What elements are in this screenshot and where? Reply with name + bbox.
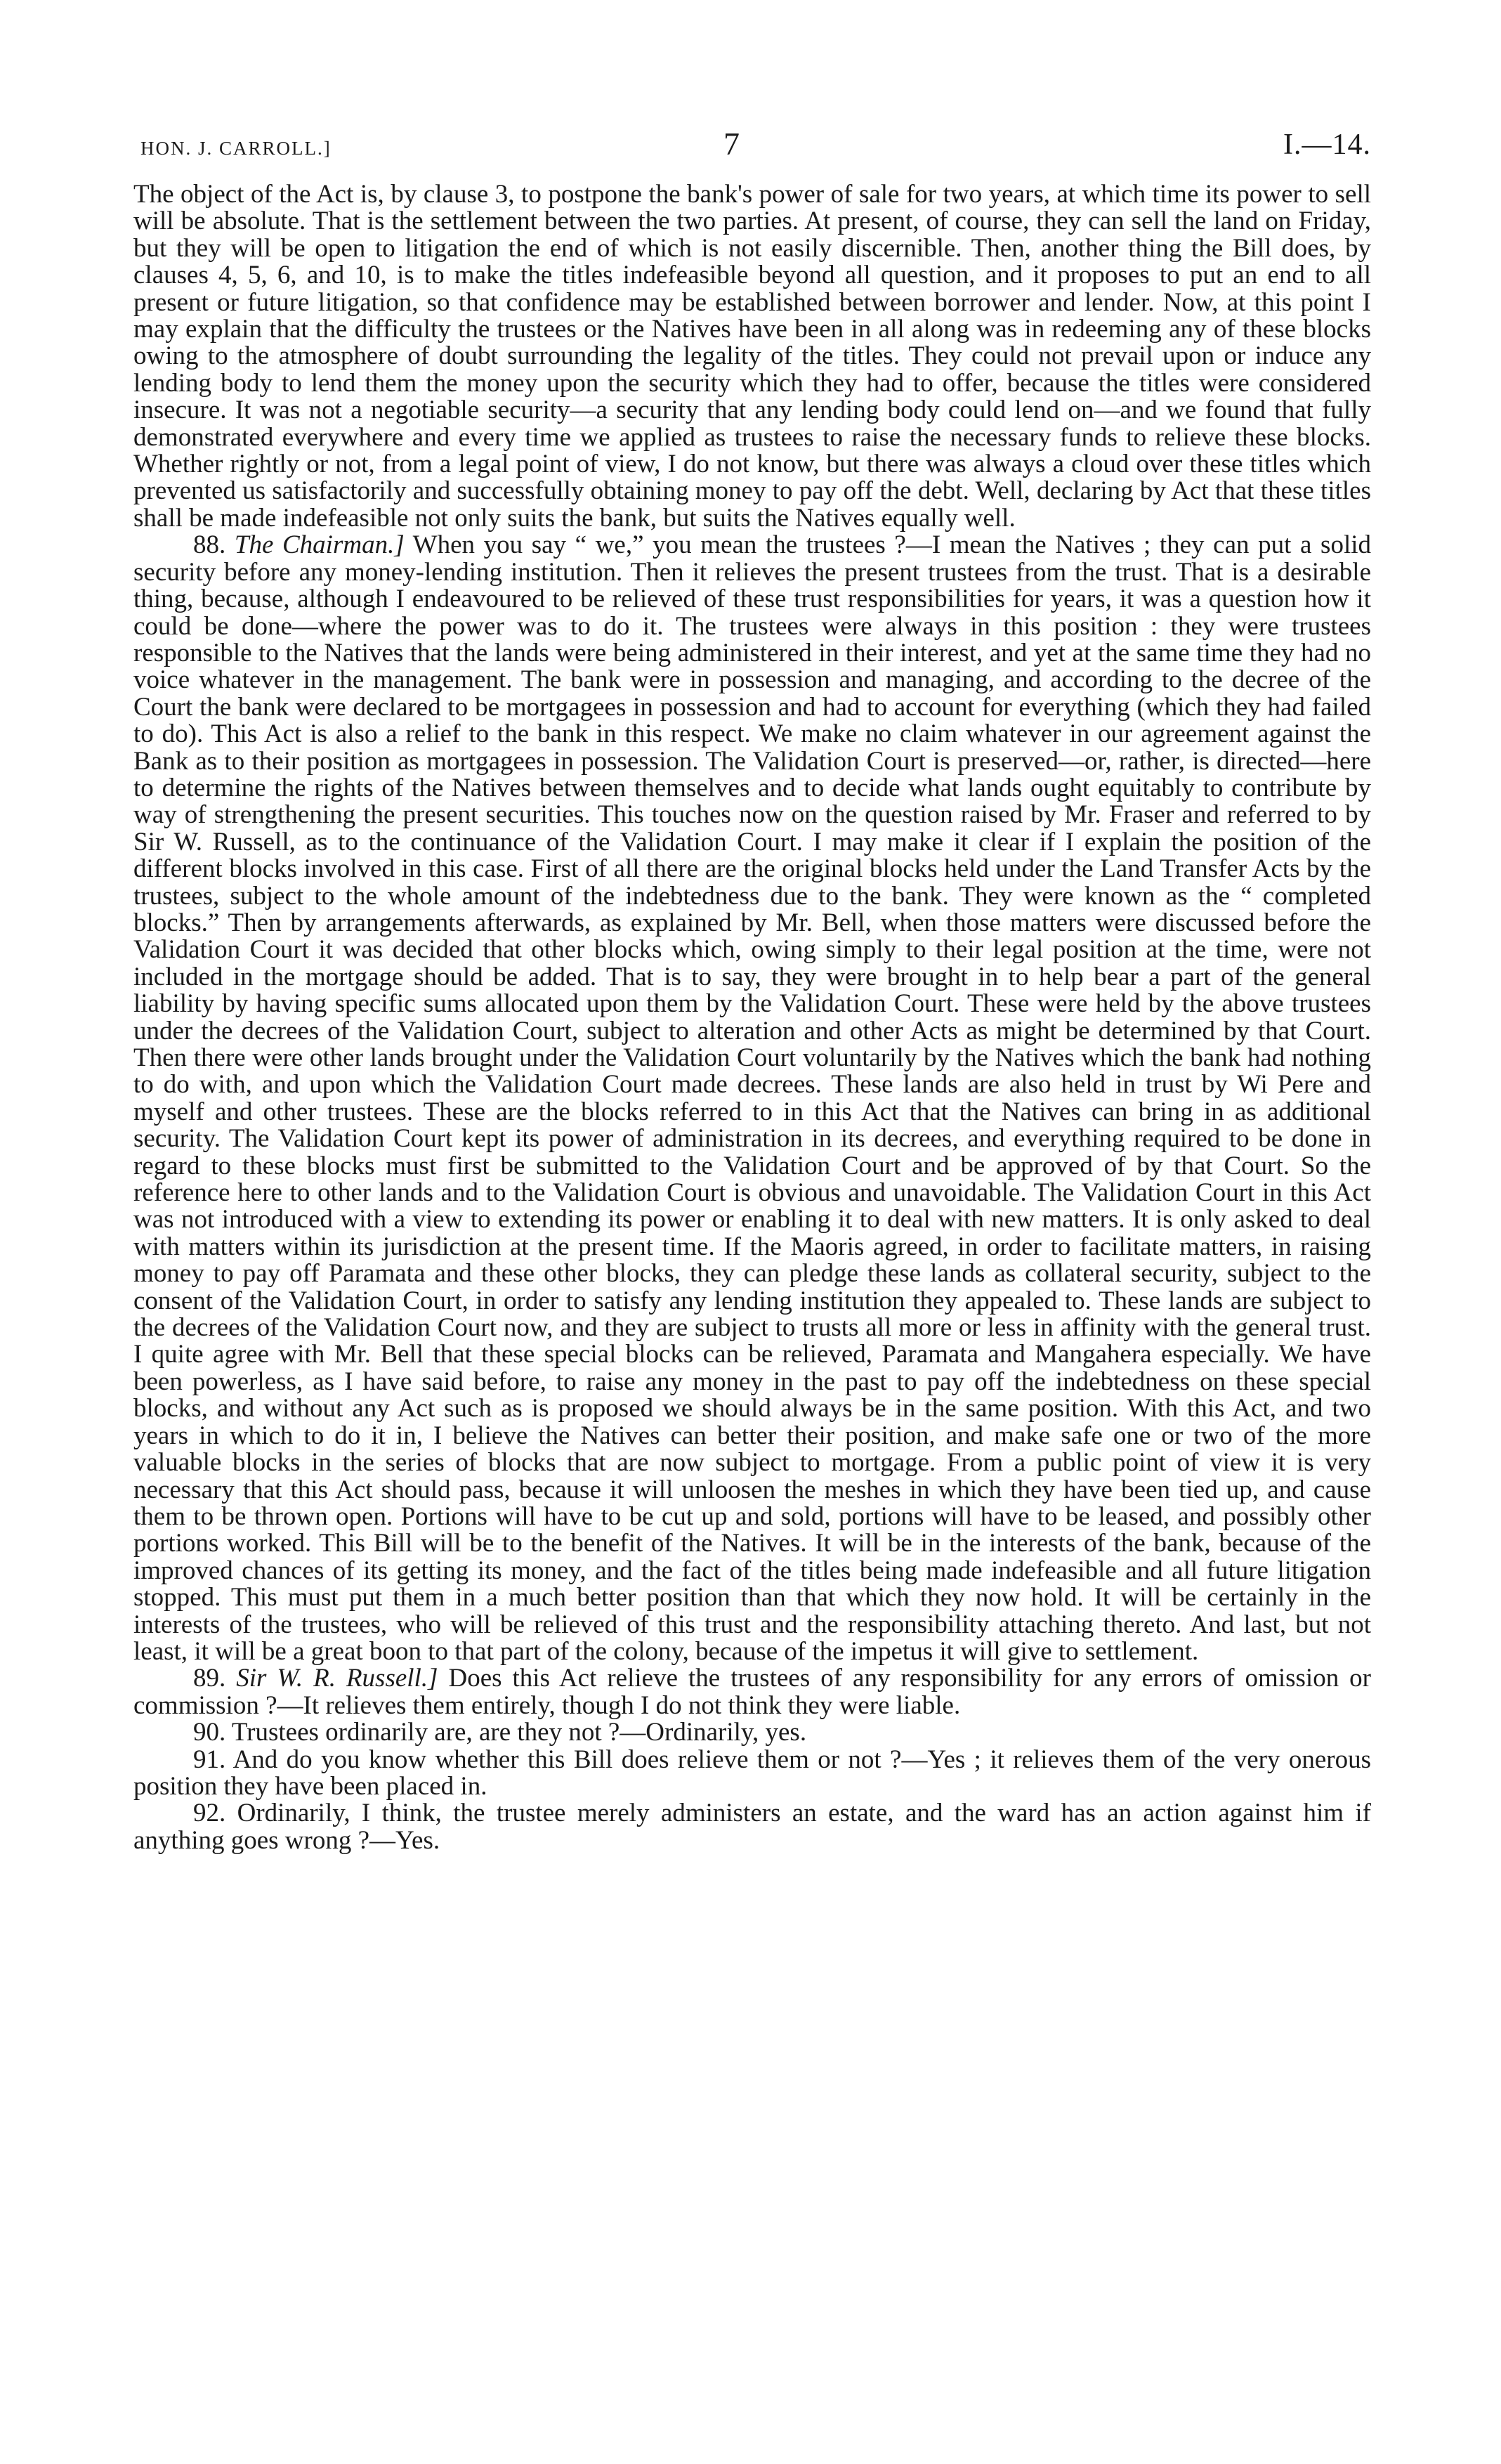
question-text: When you say “ we,” you mean the trustees ?—I mean the Natives ; they can put a solid security before any money-lending institution. Then it relieves the present trustees from the trust. That is a desirable thing, because, although I endeavoured to be relieved of these trust responsibilities for years, it was a question how it could be done—where the power was to do it. The trustees were always in this position : they were trustees responsible to the Natives that the lands were being administered in their interest, and yet at the same time they had no voice whatever in the management. The bank were in possession and managing, and according to the decree of the Court the bank were declared to be mortgagees in possession and had to account for everything (which they had failed to do). This Act is also a relief to the bank in this respect. We make no claim whatever in our agreement against the Bank as to their position as mortgagees in possession. The Validation Court is preserved—or, rather, is directed—here to determine the rights of the Natives between themselves and to decide what lands ought equitably to contribute by way of strengthening the present securities. This touches now on the question raised by Mr. Fraser and referred to by Sir W. Russell, as to the continuance of the Validation Court. I may make it clear if I explain the position of the different blocks involved in this case. First of all there are the original blocks held under the Land Transfer Acts by the trustees, subject to the whole amount of the indebtedness due to the bank. They were known as the “ completed blocks.” Then by arrangements afterwards, as explained by Mr. Bell, when those matters were discussed before the Validation Court it was decided that other blocks which, owing simply to their legal position at the time, were not included in the mortgage should be added. That is to say, they were brought in to help bear a part of the general liability by having specific sums allocated upon them by the Validation Court. These were held by the above trustees under the decrees of the Validation Court, subject to alteration and other Acts as might be determined by that Court. Then there were other lands brought under the Validation Court voluntarily by the Natives which the bank had nothing to do with, and upon which the Validation Court made decrees. These lands are also held in trust by Wi Pere and myself and other trustees. These are the blocks referred to in this Act that the Natives can bring in as additional security. The Validation Court kept its power of administration in its decrees, and everything required to be done in regard to these blocks must first be submitted to the Validation Court and be approved of by that Court. So the reference here to other lands and to the Validation Court is obvious and unavoidable. The Validation Court in this Act was not introduced with a view to extending its power or enabling it to deal with new matters. It is only asked to deal with matters within its jurisdiction at the present time. If the Maoris agreed, in order to facilitate matters, in raising money to pay off Paramata and these other blocks, they can pledge these lands as collateral security, subject to the consent of the Validation Court, in order to satisfy any lending institution they appealed to. These lands are subject to the decrees of the Validation Court now, and they are subject to trusts all more or less in affinity with the general trust. I quite agree with Mr. Bell that these special blocks can be relieved, Paramata and Mangahera especially. We have been powerless, as I have said before, to raise any money in the past to pay off the indebtedness on these special blocks, and without any Act such as is proposed we should always be in the same position. With this Act, and two years in which to do it in, I believe the Natives can better their position, and make safe one or two of the more valuable blocks in the series of blocks that are now subject to mortgage. From a public point of view it is very necessary that this Act should pass, because it will unloosen the meshes in which they have been tied up, and cause them to be thrown open. Portions will have to be cut up and sold, portions will have to be leased, and possibly other portions worked. This Bill will be to the benefit of the Natives. It will be in the interests of the bank, because of the improved chances of its getting its money, and the fact of the titles being made indefeasible and all future litigation stopped. This must put them in a much better position than that which they now hold. It will be certainly in the interests of the trustees, who will be relieved of this trust and the responsibility attaching thereto. And last, but not least, it will be a great boon to that part of the colony, because of the impetus it will give to settlement. (133, 530, 1372, 1666)
question-text: Trustees ordinarily are, are they not ?—Ordinarily, yes. (231, 1718, 807, 1747)
question-number: 90. (193, 1718, 226, 1747)
question-text: Ordinarily, I think, the trustee merely administers an estate, and the ward has an action against him if anything goes wrong ?—Yes. (133, 1799, 1371, 1855)
header-witness-name: HON. J. CARROLL.] (140, 138, 332, 159)
question-text: Does this Act relieve the trustees of any responsibility for any errors of omission or commission ?—It relieves them entirely, though I do not think they were liable. (133, 1664, 1372, 1720)
paragraph-intro (133, 181, 1371, 532)
question-number: 92. (193, 1799, 226, 1828)
question-number: 91. (193, 1745, 226, 1774)
question-91 (133, 1747, 1371, 1801)
page-number: 7 (723, 126, 740, 162)
question-92 (133, 1800, 1371, 1854)
question-number: 88. (193, 530, 226, 560)
document-page (133, 119, 1371, 1854)
question-90 (133, 1719, 1371, 1746)
question-text: And do you know whether this Bill does relieve them or not ?—Yes ; it relieves them of the very onerous position they have been placed in. (133, 1745, 1371, 1801)
question-speaker: The Chairman.] (234, 530, 405, 560)
question-speaker: Sir W. R. Russell.] (236, 1664, 438, 1693)
question-89 (133, 1665, 1371, 1719)
document-body (133, 181, 1371, 1854)
page-header (133, 119, 1371, 169)
paper-reference: I.—14. (1283, 129, 1371, 161)
paragraph-text: The object of the Act is, by clause 3, to postpone the bank's power of sale for two years, at which time its power to sell will be absolute. That is the settlement between the two parties. At present, of course, they can sell the land on Friday, but they will be open to litigation the end of which is not easily discernible. Then, another thing the Bill does, by clauses 4, 5, 6, and 10, is to make the titles indefeasible beyond all question, and it proposes to put an end to all present or future litigation, so that confidence may be established between borrower and lender. Now, at this point I may explain that the difficulty the trustees or the Natives have been in all along was in redeeming any of these blocks owing to the atmosphere of doubt surrounding the legality of the titles. They could not prevail upon or induce any lending body to lend them the money upon the security which they had to offer, because the titles were considered insecure. It was not a negotiable security—a security that any lending body could lend on—and we found that fully demonstrated everywhere and every time we applied as trustees to raise the necessary funds to relieve these blocks. Whether rightly or not, from a legal point of view, I do not know, but there was always a cloud over these titles which prevented us satisfactorily and successfully obtaining money to pay off the debt. Well, declaring by Act that these titles shall be made indefeasible not only suits the bank, but suits the Natives equally well. (133, 180, 1371, 533)
question-number: 89. (193, 1664, 226, 1693)
question-88 (133, 532, 1371, 1665)
